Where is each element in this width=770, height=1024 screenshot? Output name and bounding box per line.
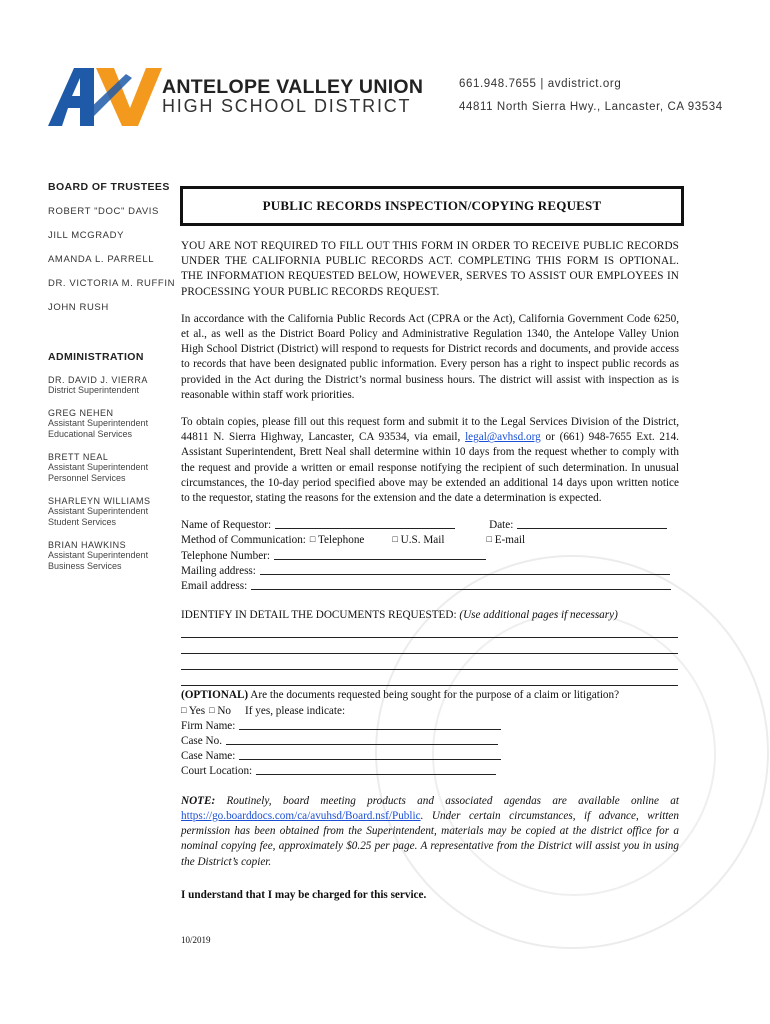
district-name: ANTELOPE VALLEY UNION [162,76,424,98]
copies-text: To obtain copies, please fill out this request form and submit it to the Legal Services Division of the District, 44811 N. Sierra Highway, Lancaster, CA 93534, via email, [181,416,679,444]
form-title: PUBLIC RECORDS INSPECTION/COPYING REQUEST [180,186,684,226]
checkbox-email[interactable]: □ [486,534,492,545]
trustee-name: DR. VICTORIA M. RUFFIN [48,278,176,289]
yes-label: Yes [188,704,206,717]
checkbox-yes[interactable]: □ [181,704,187,715]
mailing-label: Mailing address: [181,564,256,577]
email-row [181,579,679,594]
court-row [181,764,679,779]
email-field[interactable] [251,579,671,590]
name-label: Name of Requestor: [181,519,272,532]
mailing-field[interactable] [260,564,670,575]
mail-label: U.S. Mail [400,534,445,547]
district-logo [46,64,166,130]
email-option-label: E-mail [494,534,526,547]
optional-notice: YOU ARE NOT REQUIRED TO FILL OUT THIS FORM IN ORDER TO RECEIVE PUBLIC RECORDS UNDER THE CALIFORNIA PUBLIC RECORDS ACT. COMPLETING THIS FORM IS OPTIONAL. THE INFORMATION REQUESTED BELOW, HOWEVER, SERVES TO ASSIST OUR EMPLOYEES IN PROCESSING YOUR PUBLIC RECORDS REQUEST. [181,240,679,298]
admin-title: Assistant Superintendent Personnel Services [48,462,149,483]
optional-question [181,688,679,703]
cpra-paragraph: In accordance with the California Public Records Act (CPRA or the Act), California Government Code 6250, et al., as well as the District Board Policy and Administrative Regulation 1340, the Antelope Valley Union High School District (District) will respond to requests for District records and documents, and provide access to records that have been designated public information. Every person has a right to inspect public records as provided in the Act during the District’s normal business hours. The district will assist with inspection as is reasonable within staff work priorities. [181,312,679,401]
court-label: Court Location: [181,765,253,778]
admin-title: District Superintendent [48,385,140,395]
email-option[interactable] [486,533,525,548]
method-label: Method of Communication: [181,534,306,547]
documents-line[interactable] [181,655,678,670]
documents-line[interactable] [181,671,678,686]
optional-question-text: Are the documents requested being sought for the purpose of a claim or litigation? [248,689,620,702]
district-subtitle: HIGH SCHOOL DISTRICT [162,96,412,116]
method-row [181,533,679,548]
email-label: Email address: [181,580,248,593]
checkbox-no[interactable]: □ [209,704,215,715]
date-field[interactable] [517,518,667,529]
telephone-label: Telephone [317,534,365,547]
optional-label: (OPTIONAL) [181,689,249,702]
admin-name: SHARLEYN WILLIAMS [48,496,151,506]
case-no-field[interactable] [226,734,498,745]
admin-entry [48,375,168,396]
documents-line[interactable] [181,623,678,638]
copies-paragraph [181,415,679,506]
documents-line[interactable] [181,639,678,654]
admin-name: BRIAN HAWKINS [48,540,127,550]
no-option[interactable] [209,704,231,719]
mailing-row [181,564,679,579]
note-text-continued: . Under certain circumstances, if advance, written permission has been obtained from the Superintendent, materials may be copied at the district office for a nominal copying fee, approximately $0.25 per page. A representative from the District will assist you in using the District’s copier. [181,809,679,868]
identify-heading [181,608,679,623]
board-heading: BOARD OF TRUSTEES [48,181,170,193]
case-name-row [181,749,679,764]
firm-row [181,719,679,734]
district-phone-website: 661.948.7655 | avdistrict.org [459,78,622,90]
trustee-name: JOHN RUSH [48,302,109,313]
firm-field[interactable] [239,719,501,730]
admin-entry [48,496,168,528]
telephone-option[interactable] [310,533,364,548]
admin-entry [48,452,168,484]
trustee-name: AMANDA L. PARRELL [48,254,155,265]
no-label: No [217,704,232,717]
case-name-field[interactable] [239,749,501,760]
requestor-row [181,518,679,533]
administration-heading: ADMINISTRATION [48,351,144,363]
date-label: Date: [489,519,514,532]
admin-name: DR. DAVID J. VIERRA [48,375,148,385]
name-field[interactable] [275,518,455,529]
admin-title: Assistant Superintendent Business Services [48,550,149,571]
district-address: 44811 North Sierra Hwy., Lancaster, CA 93534 [459,101,723,113]
sidebar [48,181,176,572]
yes-option[interactable] [181,704,205,719]
checkbox-telephone[interactable]: □ [309,534,316,545]
form-body [181,239,679,948]
identify-hint: (Use additional pages if necessary) [459,609,618,622]
legal-email-link[interactable]: legal@avhsd.org [465,431,541,444]
admin-name: BRETT NEAL [48,452,109,462]
admin-name: GREG NEHEN [48,408,114,418]
if-yes-label: If yes, please indicate: [245,704,346,717]
copies-text-continued: or (661) 948-7655 Ext. 214. Assistant Superintendent, Brett Neal shall determine within 10 days from the request whether to comply with the request and provide a written or email response notifying the recipient of such determination. In unusual circumstances, the 10-day period specified above may be extended an additional 14 days upon written notice to the requestor, stating the reasons for the extension and the date a determination is expected. [181,431,679,505]
checkbox-mail[interactable]: □ [392,534,398,545]
note-text: Routinely, board meeting products and associated agendas are available online at [215,794,679,807]
trustee-name: ROBERT "DOC" DAVIS [48,206,159,217]
identify-label: IDENTIFY IN DETAIL THE DOCUMENTS REQUESTED: [181,609,457,622]
phone-field[interactable] [274,549,486,560]
yes-no-row [181,704,679,719]
phone-label: Telephone Number: [181,549,270,562]
case-no-label: Case No. [181,735,223,748]
admin-title: Assistant Superintendent Educational Services [48,418,149,439]
firm-label: Firm Name: [181,719,236,732]
charge-acknowledgement: I understand that I may be charged for this service. [181,888,427,901]
revision-date: 10/2019 [181,934,211,945]
trustee-name: JILL MCGRADY [48,230,125,241]
case-no-row [181,734,679,749]
case-name-label: Case Name: [181,750,236,763]
mail-option[interactable] [392,533,444,548]
note-label: NOTE: [181,794,216,807]
phone-row [181,549,679,564]
copier-note [181,794,679,870]
admin-entry [48,408,168,440]
admin-entry [48,540,168,572]
admin-title: Assistant Superintendent Student Services [48,506,149,527]
court-field[interactable] [256,764,496,775]
boarddocs-link[interactable]: https://go.boarddocs.com/ca/avuhsd/Board.nsf/Public [181,809,421,822]
